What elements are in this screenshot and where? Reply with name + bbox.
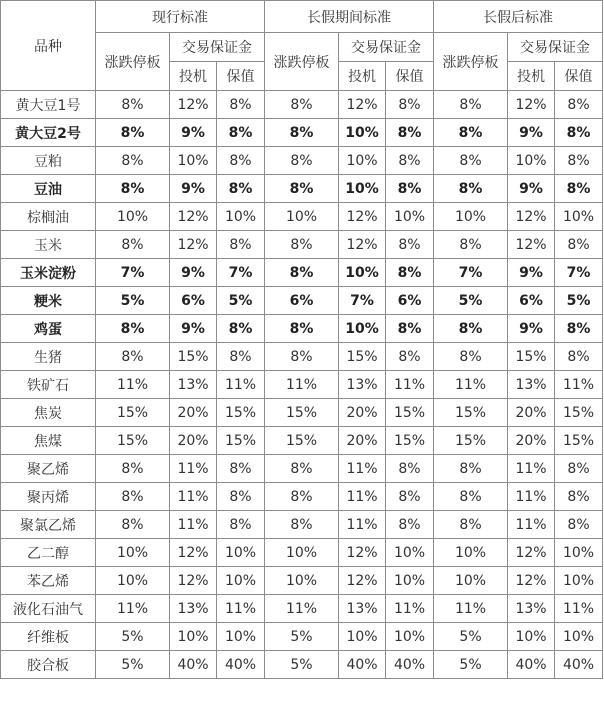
value-cell: 10%	[170, 623, 217, 651]
value-cell: 8%	[265, 315, 339, 343]
table-header	[1, 1, 603, 91]
value-cell: 8%	[386, 147, 434, 175]
value-cell: 13%	[508, 371, 555, 399]
value-cell: 10%	[555, 567, 603, 595]
table-row	[1, 595, 603, 623]
value-cell: 8%	[96, 343, 170, 371]
variety-name-cell: 液化石油气	[1, 595, 96, 623]
value-cell: 12%	[339, 567, 386, 595]
table-row	[1, 511, 603, 539]
value-cell: 10%	[96, 567, 170, 595]
value-cell: 11%	[170, 511, 217, 539]
value-cell: 12%	[508, 203, 555, 231]
variety-name-cell: 玉米	[1, 231, 96, 259]
value-cell: 15%	[265, 399, 339, 427]
speculation-header: 投机	[339, 62, 386, 91]
variety-name-cell: 聚乙烯	[1, 455, 96, 483]
speculation-header: 投机	[508, 62, 555, 91]
value-cell: 15%	[96, 427, 170, 455]
value-cell: 10%	[555, 623, 603, 651]
value-cell: 8%	[96, 231, 170, 259]
value-cell: 8%	[386, 119, 434, 147]
value-cell: 8%	[555, 147, 603, 175]
value-cell: 9%	[508, 119, 555, 147]
value-cell: 7%	[96, 259, 170, 287]
value-cell: 20%	[339, 399, 386, 427]
value-cell: 40%	[555, 651, 603, 679]
value-cell: 15%	[217, 399, 265, 427]
value-cell: 5%	[96, 651, 170, 679]
value-cell: 40%	[386, 651, 434, 679]
table-row	[1, 539, 603, 567]
value-cell: 8%	[96, 315, 170, 343]
value-cell: 10%	[170, 147, 217, 175]
variety-name-cell: 焦炭	[1, 399, 96, 427]
value-cell: 10%	[339, 147, 386, 175]
value-cell: 13%	[170, 371, 217, 399]
value-cell: 12%	[339, 231, 386, 259]
value-cell: 7%	[217, 259, 265, 287]
value-cell: 20%	[339, 427, 386, 455]
value-cell: 8%	[555, 483, 603, 511]
value-cell: 13%	[339, 595, 386, 623]
variety-name-cell: 黄大豆1号	[1, 91, 96, 119]
limit-header: 涨跌停板	[265, 33, 339, 91]
value-cell: 11%	[434, 595, 508, 623]
value-cell: 8%	[386, 455, 434, 483]
table-row	[1, 203, 603, 231]
value-cell: 11%	[96, 595, 170, 623]
value-cell: 10%	[96, 203, 170, 231]
value-cell: 5%	[96, 623, 170, 651]
value-cell: 8%	[434, 315, 508, 343]
value-cell: 10%	[265, 203, 339, 231]
value-cell: 9%	[508, 315, 555, 343]
table-row	[1, 483, 603, 511]
value-cell: 8%	[555, 119, 603, 147]
value-cell: 7%	[434, 259, 508, 287]
value-cell: 8%	[217, 455, 265, 483]
margin-header: 交易保证金	[170, 33, 265, 62]
value-cell: 13%	[339, 371, 386, 399]
value-cell: 8%	[217, 511, 265, 539]
value-cell: 8%	[386, 231, 434, 259]
table-row	[1, 119, 603, 147]
value-cell: 40%	[217, 651, 265, 679]
variety-name-cell: 棕榈油	[1, 203, 96, 231]
value-cell: 8%	[265, 119, 339, 147]
variety-name-cell: 豆油	[1, 175, 96, 203]
value-cell: 8%	[434, 455, 508, 483]
value-cell: 10%	[217, 539, 265, 567]
value-cell: 20%	[508, 399, 555, 427]
table-row	[1, 371, 603, 399]
value-cell: 11%	[386, 371, 434, 399]
value-cell: 11%	[96, 371, 170, 399]
value-cell: 15%	[434, 427, 508, 455]
value-cell: 10%	[508, 623, 555, 651]
value-cell: 8%	[555, 315, 603, 343]
value-cell: 8%	[555, 455, 603, 483]
value-cell: 8%	[265, 483, 339, 511]
value-cell: 8%	[265, 91, 339, 119]
value-cell: 11%	[217, 595, 265, 623]
value-cell: 11%	[339, 511, 386, 539]
value-cell: 8%	[434, 91, 508, 119]
value-cell: 10%	[265, 567, 339, 595]
value-cell: 10%	[508, 147, 555, 175]
value-cell: 12%	[170, 539, 217, 567]
table-row	[1, 567, 603, 595]
table-row	[1, 287, 603, 315]
value-cell: 11%	[265, 595, 339, 623]
value-cell: 6%	[170, 287, 217, 315]
variety-name-cell: 豆粕	[1, 147, 96, 175]
value-cell: 11%	[434, 371, 508, 399]
value-cell: 8%	[434, 119, 508, 147]
value-cell: 15%	[386, 427, 434, 455]
value-cell: 9%	[170, 119, 217, 147]
group-current-header: 现行标准	[96, 1, 265, 33]
value-cell: 12%	[170, 567, 217, 595]
value-cell: 8%	[96, 455, 170, 483]
value-cell: 15%	[96, 399, 170, 427]
value-cell: 11%	[339, 455, 386, 483]
value-cell: 8%	[217, 175, 265, 203]
value-cell: 5%	[96, 287, 170, 315]
value-cell: 10%	[265, 539, 339, 567]
value-cell: 8%	[555, 343, 603, 371]
value-cell: 10%	[339, 259, 386, 287]
value-cell: 8%	[217, 343, 265, 371]
value-cell: 12%	[508, 539, 555, 567]
variety-name-cell: 粳米	[1, 287, 96, 315]
value-cell: 15%	[508, 343, 555, 371]
value-cell: 11%	[170, 483, 217, 511]
value-cell: 8%	[555, 91, 603, 119]
value-cell: 9%	[170, 259, 217, 287]
value-cell: 8%	[96, 147, 170, 175]
value-cell: 5%	[434, 287, 508, 315]
value-cell: 12%	[170, 231, 217, 259]
table-row	[1, 231, 603, 259]
value-cell: 15%	[339, 343, 386, 371]
variety-name-cell: 苯乙烯	[1, 567, 96, 595]
value-cell: 8%	[217, 91, 265, 119]
value-cell: 12%	[339, 539, 386, 567]
value-cell: 11%	[170, 455, 217, 483]
value-cell: 10%	[217, 623, 265, 651]
value-cell: 8%	[434, 343, 508, 371]
value-cell: 10%	[434, 567, 508, 595]
value-cell: 15%	[434, 399, 508, 427]
value-cell: 8%	[217, 315, 265, 343]
variety-name-cell: 乙二醇	[1, 539, 96, 567]
value-cell: 8%	[386, 91, 434, 119]
table-row	[1, 343, 603, 371]
variety-name-cell: 纤维板	[1, 623, 96, 651]
table-row	[1, 399, 603, 427]
value-cell: 10%	[555, 203, 603, 231]
value-cell: 11%	[555, 371, 603, 399]
value-cell: 15%	[265, 427, 339, 455]
value-cell: 8%	[386, 315, 434, 343]
value-cell: 15%	[555, 399, 603, 427]
value-cell: 8%	[265, 259, 339, 287]
value-cell: 6%	[386, 287, 434, 315]
value-cell: 15%	[170, 343, 217, 371]
value-cell: 8%	[96, 483, 170, 511]
variety-name-cell: 玉米淀粉	[1, 259, 96, 287]
hedge-header: 保值	[555, 62, 603, 91]
limit-header: 涨跌停板	[96, 33, 170, 91]
hedge-header: 保值	[217, 62, 265, 91]
value-cell: 11%	[508, 483, 555, 511]
value-cell: 8%	[265, 343, 339, 371]
value-cell: 40%	[339, 651, 386, 679]
value-cell: 8%	[265, 147, 339, 175]
table-row	[1, 175, 603, 203]
value-cell: 8%	[434, 231, 508, 259]
value-cell: 11%	[217, 371, 265, 399]
value-cell: 7%	[555, 259, 603, 287]
table-row	[1, 455, 603, 483]
value-cell: 8%	[434, 511, 508, 539]
value-cell: 12%	[508, 91, 555, 119]
value-cell: 10%	[96, 539, 170, 567]
value-cell: 8%	[265, 511, 339, 539]
margin-header: 交易保证金	[339, 33, 434, 62]
value-cell: 15%	[555, 427, 603, 455]
value-cell: 8%	[555, 511, 603, 539]
variety-name-cell: 生猪	[1, 343, 96, 371]
value-cell: 8%	[434, 175, 508, 203]
value-cell: 7%	[339, 287, 386, 315]
value-cell: 8%	[265, 175, 339, 203]
value-cell: 10%	[339, 315, 386, 343]
value-cell: 11%	[386, 595, 434, 623]
value-cell: 8%	[386, 259, 434, 287]
value-cell: 5%	[434, 623, 508, 651]
value-cell: 8%	[96, 119, 170, 147]
value-cell: 10%	[386, 539, 434, 567]
value-cell: 9%	[508, 259, 555, 287]
value-cell: 20%	[170, 427, 217, 455]
table-row	[1, 91, 603, 119]
table-row	[1, 147, 603, 175]
variety-header: 品种	[1, 1, 96, 91]
variety-name-cell: 黄大豆2号	[1, 119, 96, 147]
value-cell: 10%	[555, 539, 603, 567]
value-cell: 11%	[508, 511, 555, 539]
table-row	[1, 259, 603, 287]
value-cell: 5%	[265, 651, 339, 679]
value-cell: 10%	[386, 203, 434, 231]
value-cell: 5%	[265, 623, 339, 651]
value-cell: 8%	[217, 231, 265, 259]
value-cell: 9%	[170, 315, 217, 343]
value-cell: 10%	[217, 203, 265, 231]
margin-header: 交易保证金	[508, 33, 603, 62]
group-holiday-header: 长假期间标准	[265, 1, 434, 33]
value-cell: 8%	[386, 511, 434, 539]
hedge-header: 保值	[386, 62, 434, 91]
value-cell: 8%	[386, 343, 434, 371]
table-row	[1, 427, 603, 455]
value-cell: 8%	[96, 91, 170, 119]
value-cell: 11%	[508, 455, 555, 483]
value-cell: 11%	[265, 371, 339, 399]
value-cell: 10%	[386, 623, 434, 651]
variety-name-cell: 铁矿石	[1, 371, 96, 399]
value-cell: 15%	[386, 399, 434, 427]
table-row	[1, 623, 603, 651]
value-cell: 5%	[555, 287, 603, 315]
value-cell: 8%	[386, 175, 434, 203]
value-cell: 12%	[508, 231, 555, 259]
value-cell: 8%	[386, 483, 434, 511]
limit-header: 涨跌停板	[434, 33, 508, 91]
value-cell: 20%	[170, 399, 217, 427]
value-cell: 10%	[386, 567, 434, 595]
value-cell: 8%	[434, 147, 508, 175]
variety-name-cell: 胶合板	[1, 651, 96, 679]
variety-name-cell: 鸡蛋	[1, 315, 96, 343]
value-cell: 5%	[434, 651, 508, 679]
value-cell: 40%	[170, 651, 217, 679]
value-cell: 8%	[434, 483, 508, 511]
value-cell: 8%	[265, 231, 339, 259]
variety-name-cell: 聚丙烯	[1, 483, 96, 511]
value-cell: 10%	[339, 623, 386, 651]
speculation-header: 投机	[170, 62, 217, 91]
value-cell: 10%	[339, 175, 386, 203]
value-cell: 10%	[434, 539, 508, 567]
variety-name-cell: 聚氯乙烯	[1, 511, 96, 539]
value-cell: 10%	[434, 203, 508, 231]
value-cell: 10%	[217, 567, 265, 595]
value-cell: 8%	[96, 175, 170, 203]
value-cell: 8%	[217, 147, 265, 175]
value-cell: 6%	[508, 287, 555, 315]
value-cell: 13%	[170, 595, 217, 623]
value-cell: 5%	[217, 287, 265, 315]
group-after-header: 长假后标准	[434, 1, 603, 33]
value-cell: 11%	[339, 483, 386, 511]
value-cell: 8%	[265, 455, 339, 483]
table-row	[1, 651, 603, 679]
value-cell: 9%	[508, 175, 555, 203]
value-cell: 20%	[508, 427, 555, 455]
value-cell: 6%	[265, 287, 339, 315]
value-cell: 12%	[339, 91, 386, 119]
value-cell: 8%	[555, 175, 603, 203]
value-cell: 8%	[217, 119, 265, 147]
value-cell: 12%	[339, 203, 386, 231]
value-cell: 12%	[508, 567, 555, 595]
value-cell: 9%	[170, 175, 217, 203]
value-cell: 8%	[555, 231, 603, 259]
table-body	[1, 91, 603, 679]
value-cell: 8%	[217, 483, 265, 511]
variety-name-cell: 焦煤	[1, 427, 96, 455]
value-cell: 15%	[217, 427, 265, 455]
value-cell: 12%	[170, 203, 217, 231]
value-cell: 12%	[170, 91, 217, 119]
value-cell: 11%	[555, 595, 603, 623]
table-row	[1, 315, 603, 343]
value-cell: 13%	[508, 595, 555, 623]
value-cell: 40%	[508, 651, 555, 679]
value-cell: 10%	[339, 119, 386, 147]
value-cell: 8%	[96, 511, 170, 539]
